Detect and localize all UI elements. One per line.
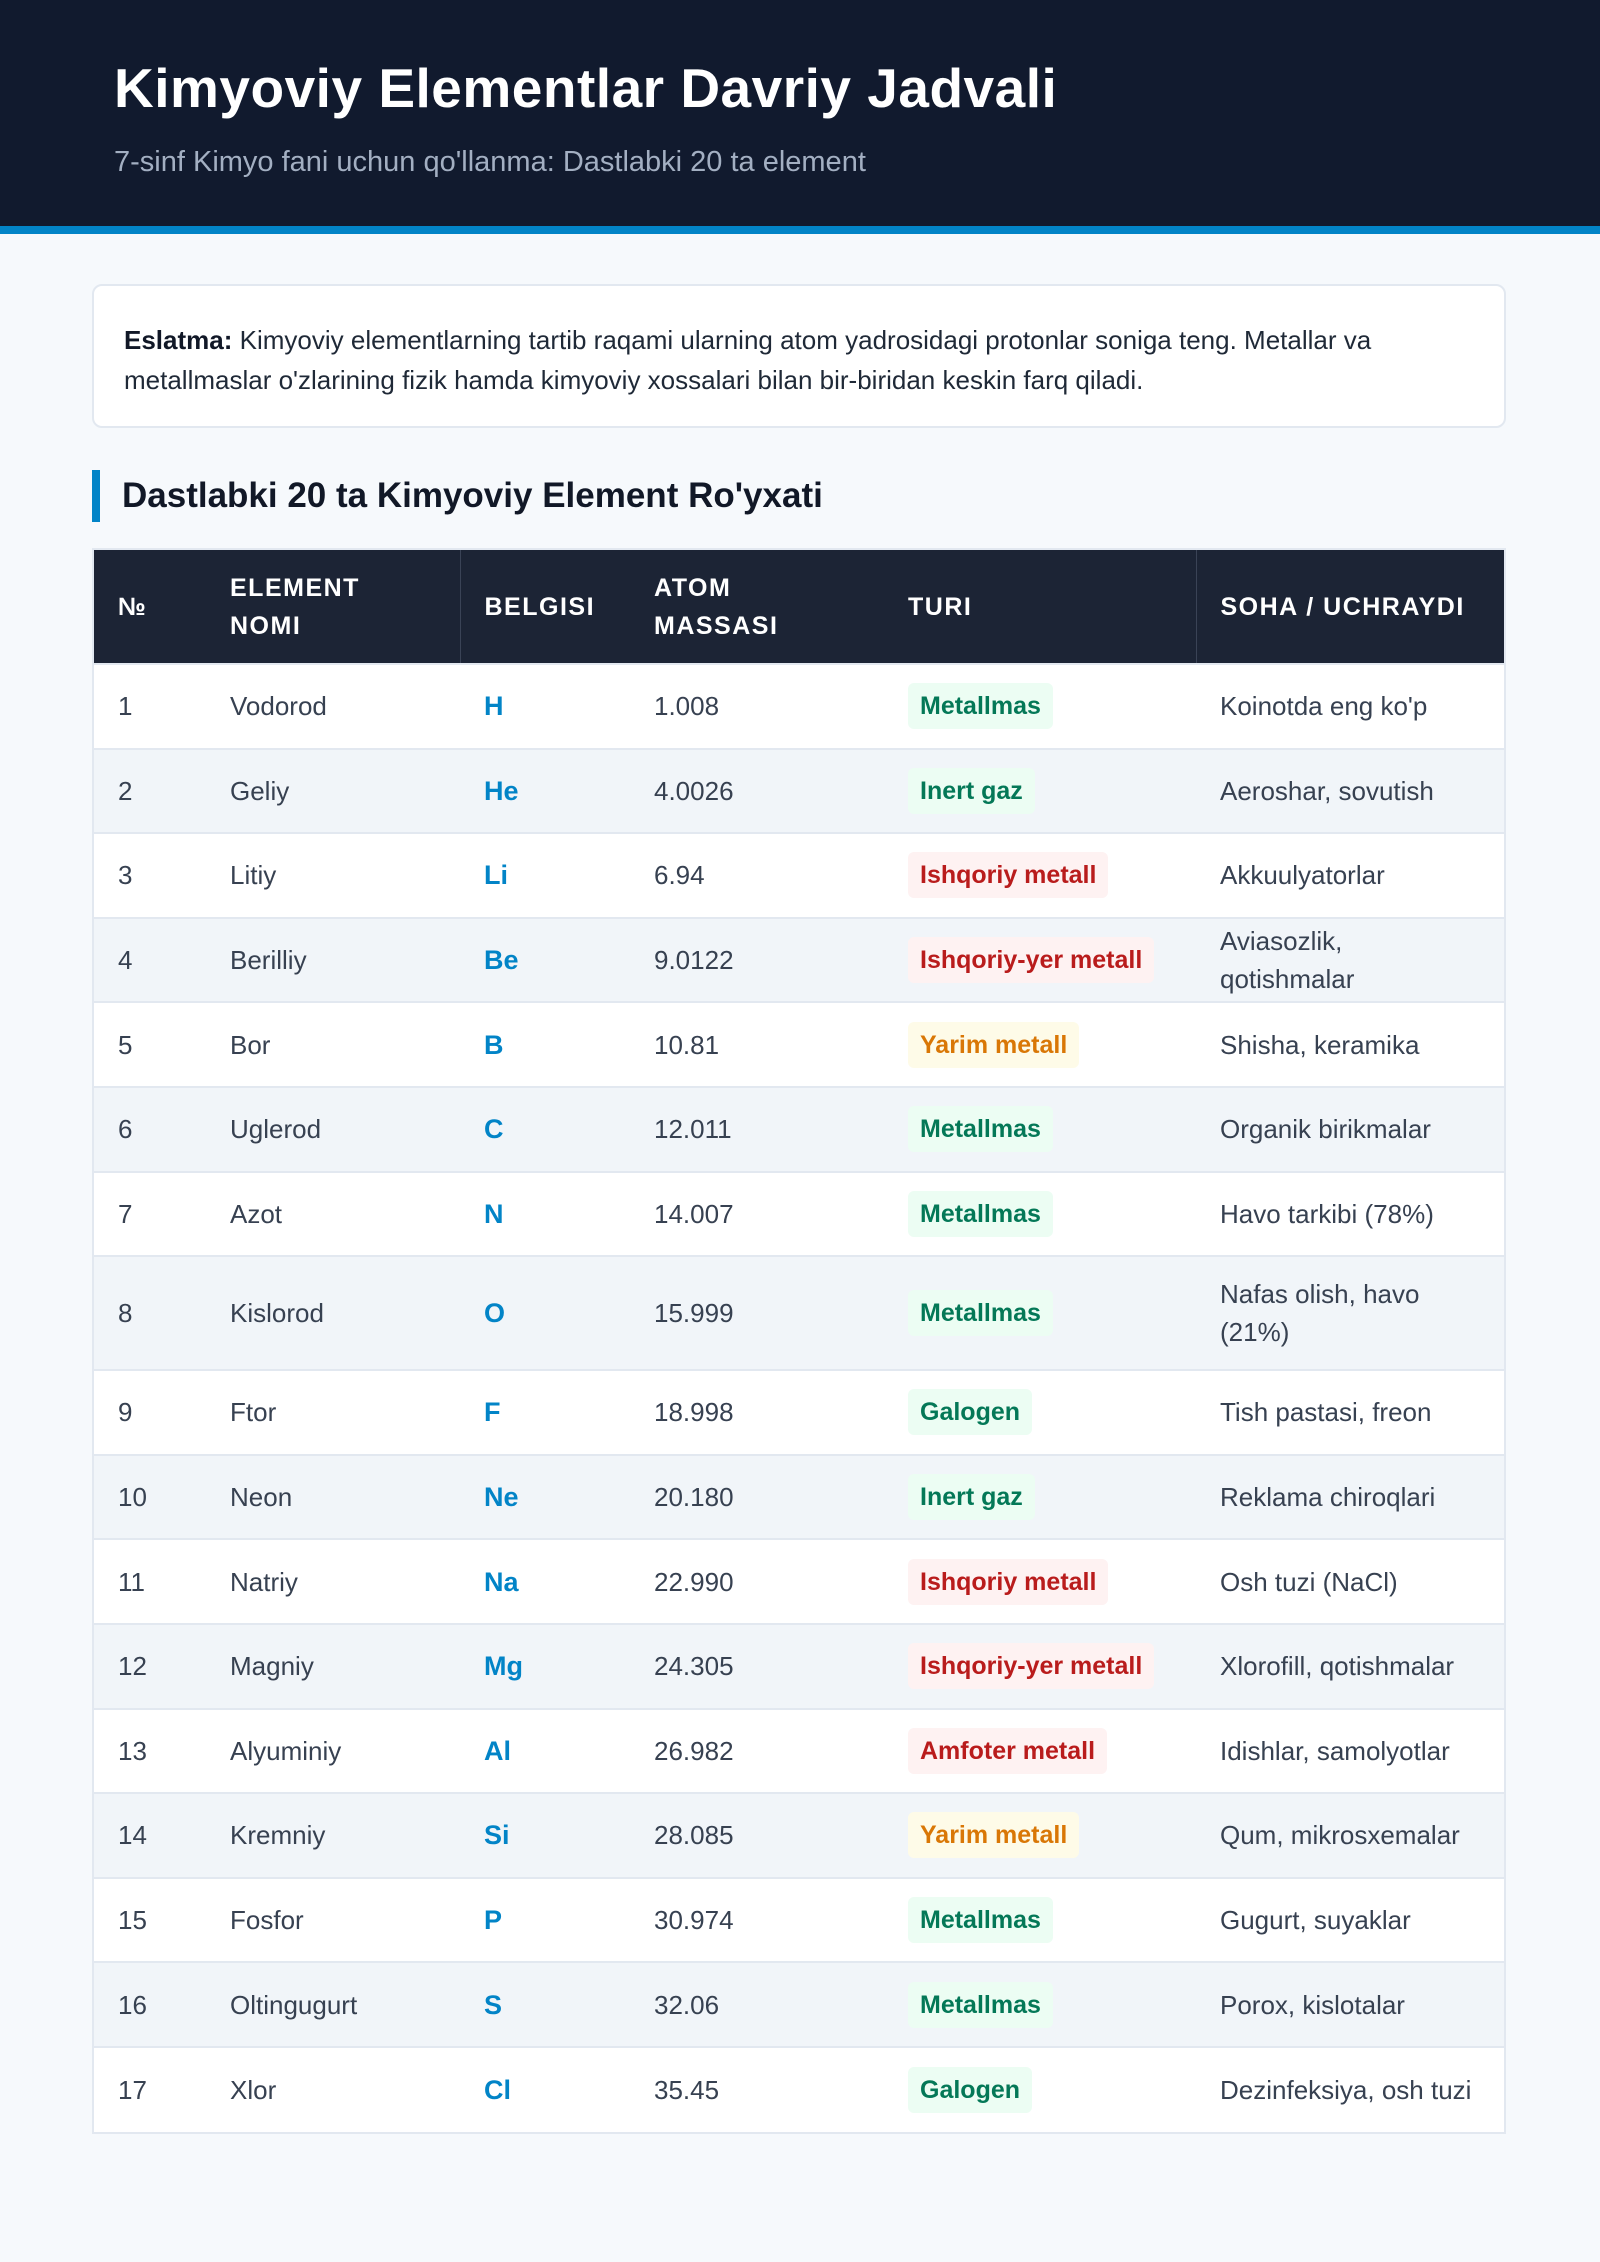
table-row: [94, 1624, 1504, 1709]
cell-atomic-mass: 4.0026: [630, 749, 884, 834]
type-badge: Ishqoriy-yer metall: [908, 1643, 1154, 1689]
type-badge: Inert gaz: [908, 1474, 1035, 1520]
cell-symbol: Ne: [460, 1455, 630, 1540]
cell-element-name: Geliy: [206, 749, 460, 834]
column-header-symbol: BELGISI: [460, 550, 630, 664]
elements-table: [92, 548, 1506, 2134]
cell-element-name: Neon: [206, 1455, 460, 1540]
type-badge: Metallmas: [908, 683, 1053, 729]
cell-atomic-mass: 15.999: [630, 1256, 884, 1370]
page-header: [0, 0, 1600, 234]
column-header-name: ELEMENT NOMI: [206, 550, 460, 664]
cell-type: [884, 918, 1196, 1003]
type-badge: Inert gaz: [908, 768, 1035, 814]
type-badge: Metallmas: [908, 1982, 1053, 2028]
type-badge: Galogen: [908, 1389, 1032, 1435]
table-row: [94, 1878, 1504, 1963]
cell-number: 13: [94, 1709, 206, 1794]
cell-atomic-mass: 1.008: [630, 664, 884, 749]
cell-number: 6: [94, 1087, 206, 1172]
cell-element-name: Bor: [206, 1002, 460, 1087]
cell-number: 14: [94, 1793, 206, 1878]
cell-number: 12: [94, 1624, 206, 1709]
column-header-type: TURI: [884, 550, 1196, 664]
cell-number: 1: [94, 664, 206, 749]
cell-use: Shisha, keramika: [1196, 1002, 1504, 1087]
cell-atomic-mass: 14.007: [630, 1172, 884, 1257]
cell-symbol: Al: [460, 1709, 630, 1794]
table-header-row: [94, 550, 1504, 664]
cell-type: [884, 1370, 1196, 1455]
cell-type: [884, 1172, 1196, 1257]
cell-use: Koinotda eng ko'p: [1196, 664, 1504, 749]
type-badge: Ishqoriy-yer metall: [908, 937, 1154, 983]
cell-atomic-mass: 26.982: [630, 1709, 884, 1794]
cell-use: Nafas olish, havo (21%): [1196, 1256, 1504, 1370]
cell-number: 3: [94, 833, 206, 918]
cell-symbol: N: [460, 1172, 630, 1257]
cell-type: [884, 664, 1196, 749]
cell-number: 5: [94, 1002, 206, 1087]
type-badge: Galogen: [908, 2067, 1032, 2113]
type-badge: Amfoter metall: [908, 1728, 1107, 1774]
cell-element-name: Kislorod: [206, 1256, 460, 1370]
cell-symbol: Li: [460, 833, 630, 918]
cell-atomic-mass: 9.0122: [630, 918, 884, 1003]
cell-atomic-mass: 35.45: [630, 2047, 884, 2132]
cell-use: Reklama chiroqlari: [1196, 1455, 1504, 1540]
cell-symbol: Si: [460, 1793, 630, 1878]
cell-use: Aviasozlik, qotishmalar: [1196, 918, 1504, 1003]
cell-element-name: Oltingugurt: [206, 1962, 460, 2047]
cell-symbol: Na: [460, 1539, 630, 1624]
cell-type: [884, 1455, 1196, 1540]
cell-atomic-mass: 12.011: [630, 1087, 884, 1172]
cell-element-name: Litiy: [206, 833, 460, 918]
cell-element-name: Azot: [206, 1172, 460, 1257]
cell-symbol: H: [460, 664, 630, 749]
table-row: [94, 1709, 1504, 1794]
cell-type: [884, 833, 1196, 918]
table-row: [94, 1002, 1504, 1087]
cell-use: Osh tuzi (NaCl): [1196, 1539, 1504, 1624]
cell-use: Xlorofill, qotishmalar: [1196, 1624, 1504, 1709]
cell-symbol: Be: [460, 918, 630, 1003]
cell-symbol: P: [460, 1878, 630, 1963]
cell-type: [884, 1256, 1196, 1370]
cell-atomic-mass: 22.990: [630, 1539, 884, 1624]
type-badge: Metallmas: [908, 1897, 1053, 1943]
cell-atomic-mass: 10.81: [630, 1002, 884, 1087]
cell-type: [884, 2047, 1196, 2132]
type-badge: Metallmas: [908, 1106, 1053, 1152]
cell-type: [884, 1002, 1196, 1087]
cell-number: 10: [94, 1455, 206, 1540]
cell-use: Idishlar, samolyotlar: [1196, 1709, 1504, 1794]
cell-atomic-mass: 30.974: [630, 1878, 884, 1963]
cell-element-name: Natriy: [206, 1539, 460, 1624]
cell-type: [884, 1087, 1196, 1172]
table-row: [94, 1455, 1504, 1540]
cell-symbol: Cl: [460, 2047, 630, 2132]
cell-use: Qum, mikrosxemalar: [1196, 1793, 1504, 1878]
page-subtitle: 7-sinf Kimyo fani uchun qo'llanma: Dastlabki 20 ta element: [114, 146, 866, 178]
table-row: [94, 1172, 1504, 1257]
cell-use: Aeroshar, sovutish: [1196, 749, 1504, 834]
cell-number: 16: [94, 1962, 206, 2047]
cell-use: Dezinfeksiya, osh tuzi: [1196, 2047, 1504, 2132]
table-row: [94, 1256, 1504, 1370]
table-row: [94, 664, 1504, 749]
table-row: [94, 1370, 1504, 1455]
type-badge: Yarim metall: [908, 1022, 1079, 1068]
cell-number: 17: [94, 2047, 206, 2132]
cell-number: 8: [94, 1256, 206, 1370]
type-badge: Metallmas: [908, 1191, 1053, 1237]
cell-element-name: Kremniy: [206, 1793, 460, 1878]
table-body: [94, 664, 1504, 2132]
cell-use: Akkuulyatorlar: [1196, 833, 1504, 918]
cell-element-name: Vodorod: [206, 664, 460, 749]
table-row: [94, 833, 1504, 918]
cell-symbol: F: [460, 1370, 630, 1455]
cell-number: 9: [94, 1370, 206, 1455]
type-badge: Ishqoriy metall: [908, 852, 1108, 898]
cell-symbol: C: [460, 1087, 630, 1172]
type-badge: Ishqoriy metall: [908, 1559, 1108, 1605]
table-row: [94, 1962, 1504, 2047]
cell-element-name: Magniy: [206, 1624, 460, 1709]
column-header-use: SOHA / UCHRAYDI: [1196, 550, 1504, 664]
note-label: Eslatma:: [124, 325, 233, 355]
table-row: [94, 749, 1504, 834]
cell-element-name: Ftor: [206, 1370, 460, 1455]
cell-use: Organik birikmalar: [1196, 1087, 1504, 1172]
cell-symbol: Mg: [460, 1624, 630, 1709]
cell-type: [884, 1878, 1196, 1963]
cell-element-name: Berilliy: [206, 918, 460, 1003]
table-row: [94, 2047, 1504, 2132]
cell-atomic-mass: 24.305: [630, 1624, 884, 1709]
cell-use: Gugurt, suyaklar: [1196, 1878, 1504, 1963]
cell-number: 4: [94, 918, 206, 1003]
table-row: [94, 918, 1504, 1003]
page-title: Kimyoviy Elementlar Davriy Jadvali: [114, 57, 1058, 119]
cell-atomic-mass: 18.998: [630, 1370, 884, 1455]
cell-number: 7: [94, 1172, 206, 1257]
note-box: [92, 284, 1506, 428]
cell-use: Havo tarkibi (78%): [1196, 1172, 1504, 1257]
section-title: Dastlabki 20 ta Kimyoviy Element Ro'yxati: [92, 470, 823, 522]
cell-atomic-mass: 32.06: [630, 1962, 884, 2047]
cell-number: 11: [94, 1539, 206, 1624]
type-badge: Yarim metall: [908, 1812, 1079, 1858]
cell-number: 15: [94, 1878, 206, 1963]
type-badge: Metallmas: [908, 1290, 1053, 1336]
cell-type: [884, 1709, 1196, 1794]
cell-number: 2: [94, 749, 206, 834]
cell-use: Porox, kislotalar: [1196, 1962, 1504, 2047]
table-row: [94, 1539, 1504, 1624]
cell-type: [884, 1793, 1196, 1878]
cell-atomic-mass: 6.94: [630, 833, 884, 918]
cell-type: [884, 749, 1196, 834]
cell-element-name: Uglerod: [206, 1087, 460, 1172]
note-text: Kimyoviy elementlarning tartib raqami ularning atom yadrosidagi protonlar soniga teng. Metallar va metallmaslar o'zlarining fizik hamda kimyoviy xossalari bilan bir-biridan keskin farq qiladi.: [124, 325, 1372, 395]
cell-symbol: B: [460, 1002, 630, 1087]
cell-element-name: Xlor: [206, 2047, 460, 2132]
cell-symbol: O: [460, 1256, 630, 1370]
cell-type: [884, 1539, 1196, 1624]
cell-atomic-mass: 28.085: [630, 1793, 884, 1878]
cell-element-name: Alyuminiy: [206, 1709, 460, 1794]
column-header-mass: ATOM MASSASI: [630, 550, 884, 664]
cell-element-name: Fosfor: [206, 1878, 460, 1963]
cell-type: [884, 1962, 1196, 2047]
cell-symbol: He: [460, 749, 630, 834]
cell-symbol: S: [460, 1962, 630, 2047]
table-row: [94, 1087, 1504, 1172]
cell-atomic-mass: 20.180: [630, 1455, 884, 1540]
table-row: [94, 1793, 1504, 1878]
cell-use: Tish pastasi, freon: [1196, 1370, 1504, 1455]
column-header-number: №: [94, 550, 206, 664]
cell-type: [884, 1624, 1196, 1709]
